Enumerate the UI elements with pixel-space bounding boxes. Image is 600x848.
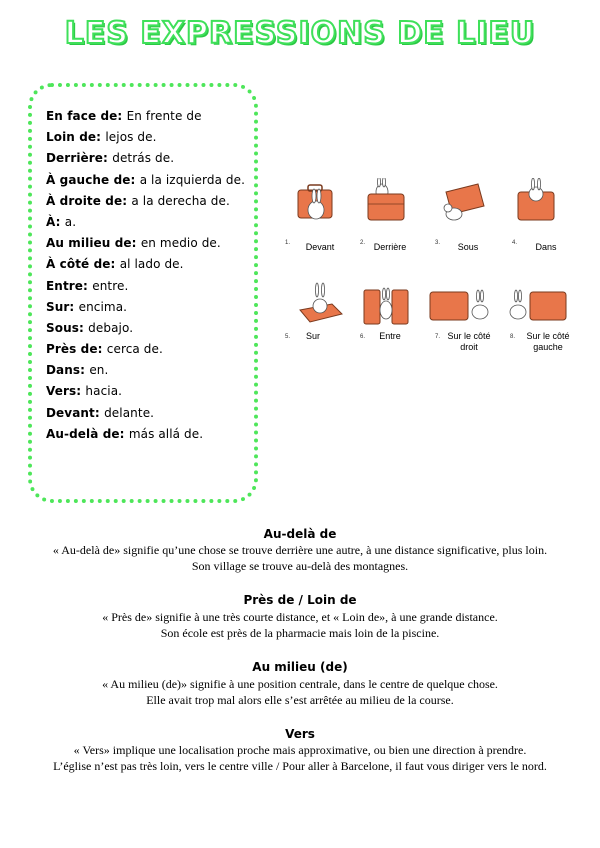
picture-number: 2.	[360, 240, 366, 246]
section-example: Son village se trouve au-delà des montagnes.	[191, 559, 409, 573]
picture-number: 6.	[360, 334, 366, 340]
rabbit-bag-sur-illustration	[296, 280, 344, 326]
section-title-pres-loin: Près de / Loin de	[243, 593, 357, 607]
rabbit-bag-cote-droit-illustration	[428, 280, 494, 326]
vocab-item: Derrière: detrás de.	[46, 151, 175, 166]
section-example: L’église n’est pas très loin, vers le centre ville / Pour aller à Barcelone, il faut vous diriger vers le nord.	[53, 759, 547, 773]
vocab-item: En face de: En frente de	[46, 109, 202, 123]
section-definition: « Au-delà de» signifie qu’une chose se trouve derrière une autre, à une distance significative, plus loin.	[52, 543, 548, 557]
vocab-list	[46, 106, 245, 445]
picture-label: Devant	[305, 242, 335, 252]
picture-label: Sur	[305, 331, 320, 341]
vocab-item: Loin de: lejos de.	[46, 130, 157, 145]
picture-label: Sur le côté droit	[447, 331, 491, 352]
vocab-item: Au-delà de: más allá de.	[46, 426, 204, 441]
picture-number: 1.	[285, 240, 291, 246]
vocab-item: Sur: encima.	[46, 299, 128, 314]
section-title-au-milieu: Au milieu (de)	[252, 660, 348, 674]
vocab-item: Dans: en.	[46, 363, 109, 378]
picture-label: Derrière	[373, 242, 407, 252]
section-example: Elle avait trop mal alors elle s’est arrêtée au milieu de la course.	[146, 693, 454, 707]
vocab-item: À gauche de: a la izquierda de.	[46, 172, 246, 187]
vocab-item: Devant: delante.	[46, 405, 155, 420]
vocab-item: Au milieu de: en medio de.	[46, 236, 221, 251]
vocab-item: À: a.	[46, 214, 77, 229]
rabbit-bag-cote-gauche-illustration	[506, 280, 568, 326]
rabbit-bag-entre-illustration	[362, 280, 410, 326]
rabbit-bag-devant-illustration	[290, 178, 338, 224]
section-title-au-dela: Au-delà de	[263, 527, 337, 541]
picture-label: Sur le côté gauche	[526, 331, 570, 352]
section-definition: « Vers» implique une localisation proche mais approximative, ou bien une direction à prendre.	[73, 743, 527, 757]
vocab-item: Entre: entre.	[46, 278, 129, 293]
vocab-item: À côté de: al lado de.	[46, 257, 184, 272]
rabbit-bag-derriere-illustration	[362, 178, 410, 224]
picture-number: 4.	[512, 240, 518, 246]
vocab-item: À droite de: a la derecha de.	[46, 193, 230, 208]
section-definition: « Au milieu (de)» signifie à une position centrale, dans le centre de quelque chose.	[102, 677, 498, 691]
picture-label: Dans	[535, 242, 557, 252]
picture-label: Sous	[457, 242, 479, 252]
rabbit-bag-sous-illustration	[438, 178, 486, 224]
vocab-item: Vers: hacia.	[46, 384, 123, 399]
picture-number: 8.	[510, 334, 516, 340]
picture-label: Entre	[379, 331, 401, 341]
picture-number: 7.	[435, 334, 441, 340]
section-title-vers: Vers	[285, 727, 315, 741]
vocab-item: Sous: debajo.	[46, 320, 134, 335]
page-title: LES EXPRESSIONS DE LIEU	[64, 16, 536, 51]
section-definition: « Près de» signifie à une très courte distance, et « Loin de», à une grande distance.	[102, 610, 498, 624]
picture-number: 3.	[435, 240, 441, 246]
vocab-item: Près de: cerca de.	[46, 342, 163, 357]
rabbit-bag-dans-illustration	[512, 178, 560, 224]
section-example: Son école est près de la pharmacie mais loin de la piscine.	[160, 626, 440, 640]
picture-number: 5.	[285, 334, 291, 340]
